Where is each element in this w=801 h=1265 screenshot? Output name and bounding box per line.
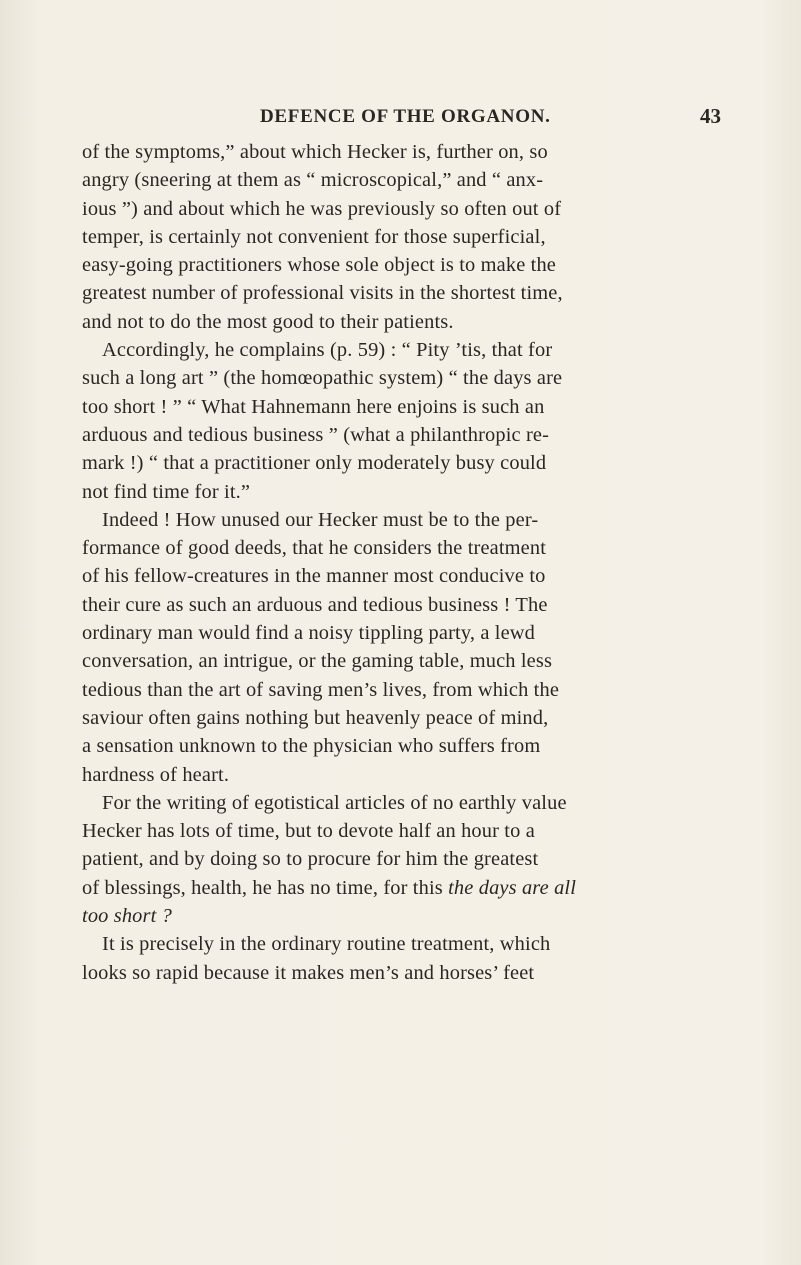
text-line: of his fellow-creatures in the manner most conducive to: [82, 565, 546, 588]
text-line-paragraph-start: For the writing of egotistical articles of no earthly value: [102, 791, 567, 814]
text-line: temper, is certainly not convenient for those superficial,: [82, 225, 546, 248]
text-line: hardness of heart.: [82, 763, 230, 786]
text-line: their cure as such an arduous and tedious business ! The: [82, 593, 548, 616]
text-line: angry (sneering at them as “ microscopical,” and “ anx-: [82, 169, 544, 192]
text-line: of the symptoms,” about which Hecker is, further on, so: [82, 141, 548, 163]
text-line: too short ! ” “ What Hahnemann here enjoins is such an: [82, 395, 545, 418]
text-line: formance of good deeds, that he considers the treatment: [82, 537, 547, 560]
body-text: [82, 138, 730, 987]
text-line: and not to do the most good to their patients.: [82, 310, 454, 333]
italic-emphasis: the days are all: [448, 876, 577, 899]
text-line-mixed: [82, 874, 730, 902]
text-line-paragraph-start: Indeed ! How unused our Hecker must be to the per-: [102, 508, 539, 531]
text-line: patient, and by doing so to procure for him the greatest: [82, 848, 539, 871]
text-line: not find time for it.”: [82, 480, 251, 503]
text-line: saviour often gains nothing but heavenly peace of mind,: [82, 706, 549, 729]
italic-emphasis-line: too short ?: [82, 905, 173, 928]
text-line: looks so rapid because it makes men’s and horses’ feet: [82, 961, 535, 984]
running-head-title: DEFENCE OF THE ORGANON.: [260, 106, 551, 127]
text-line: conversation, an intrigue, or the gaming table, much less: [82, 650, 553, 673]
text-line: greatest number of professional visits in the shortest time,: [82, 282, 563, 305]
text-line: arduous and tedious business ” (what a philanthropic re-: [82, 423, 550, 446]
text-line: ordinary man would find a noisy tippling party, a lewd: [82, 622, 536, 645]
text-line-paragraph-start: Accordingly, he complains (p. 59) : “ Pity ’tis, that for: [102, 339, 553, 362]
text-line: tedious than the art of saving men’s lives, from which the: [82, 678, 560, 701]
text-line: a sensation unknown to the physician who suffers from: [82, 735, 541, 758]
text-line: mark !) “ that a practitioner only moderately busy could: [82, 452, 547, 475]
text-line: ious ”) and about which he was previously so often out of: [82, 197, 562, 220]
text-line: easy-going practitioners whose sole object is to make the: [82, 254, 557, 277]
text-segment: of blessings, health, he has no time, for this: [82, 876, 443, 899]
page-number: 43: [700, 104, 721, 128]
text-line: such a long art ” (the homœopathic system) “ the days are: [82, 367, 563, 390]
text-line: Hecker has lots of time, but to devote half an hour to a: [82, 820, 535, 843]
text-line-paragraph-start: It is precisely in the ordinary routine treatment, which: [102, 933, 551, 956]
